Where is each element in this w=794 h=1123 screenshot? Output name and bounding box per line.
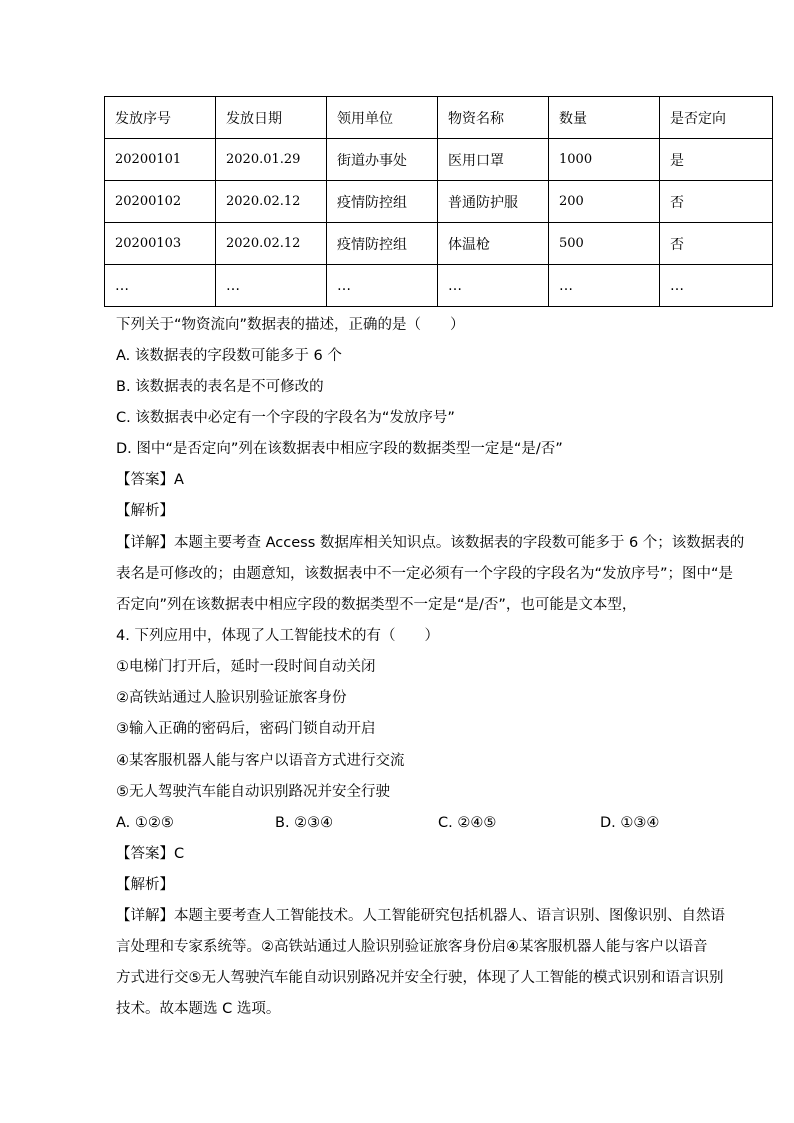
q4-item: ③输入正确的密码后，密码门锁自动开启 — [116, 721, 376, 737]
table-row — [105, 181, 773, 223]
header-cell: 数量 — [549, 97, 660, 139]
q3-answer: 【答案】A — [116, 472, 184, 488]
table-cell: … — [438, 265, 549, 307]
table-cell: 20200102 — [105, 181, 216, 223]
table-cell: 体温枪 — [438, 223, 549, 265]
table-cell: 200 — [549, 181, 660, 223]
table-cell: … — [216, 265, 327, 307]
table-cell: 2020.02.12 — [216, 223, 327, 265]
table-cell: 500 — [549, 223, 660, 265]
table-cell: 2020.01.29 — [216, 139, 327, 181]
q3-detail-line: 表名是可修改的；由题意知，该数据表中不一定必须有一个字段的字段名为“发放序号”；图中“是 — [116, 566, 734, 582]
table-cell: 20200101 — [105, 139, 216, 181]
header-cell: 物资名称 — [438, 97, 549, 139]
q4-option-b: B. ②③④ — [275, 815, 334, 831]
q4-detail-line: 【详解】本题主要考查人工智能技术。人工智能研究包括机器人、语言识别、图像识别、自然语 — [116, 908, 725, 924]
table-cell: 1000 — [549, 139, 660, 181]
table-row — [105, 139, 773, 181]
q4-stem: 4. 下列应用中，体现了人工智能技术的有（ ） — [116, 628, 439, 644]
table-cell: 是 — [660, 139, 773, 181]
q3-option-a: A. 该数据表的字段数可能多于 6 个 — [116, 348, 342, 364]
header-cell: 发放序号 — [105, 97, 216, 139]
table-cell: 否 — [660, 223, 773, 265]
q3-detail-line: 【详解】本题主要考查 Access 数据库相关知识点。该数据表的字段数可能多于 6 个；该数据表的 — [116, 535, 745, 551]
table-cell: 疫情防控组 — [327, 223, 438, 265]
header-cell: 领用单位 — [327, 97, 438, 139]
q3-option-c: C. 该数据表中必定有一个字段的字段名为“发放序号” — [116, 410, 455, 426]
q4-item: ⑤无人驾驶汽车能自动识别路况并安全行驶 — [116, 784, 390, 800]
table-cell: 20200103 — [105, 223, 216, 265]
q3-option-d: D. 图中“是否定向”列在该数据表中相应字段的数据类型一定是“是/否” — [116, 441, 563, 457]
q4-option-d: D. ①③④ — [600, 815, 660, 831]
q3-stem: 下列关于“物资流向”数据表的描述，正确的是（ ） — [116, 317, 465, 333]
table-cell: … — [105, 265, 216, 307]
data-table — [104, 96, 773, 307]
table-header-row — [105, 97, 773, 139]
q3-detail-line: 否定向”列在该数据表中相应字段的数据类型不一定是“是/否”，也可能是文本型， — [116, 597, 637, 613]
table-row — [105, 265, 773, 307]
q4-item: ②高铁站通过人脸识别验证旅客身份 — [116, 690, 347, 706]
table-cell: … — [549, 265, 660, 307]
table-cell: … — [660, 265, 773, 307]
header-cell: 是否定向 — [660, 97, 773, 139]
table-cell: 否 — [660, 181, 773, 223]
header-cell: 发放日期 — [216, 97, 327, 139]
table-cell: … — [327, 265, 438, 307]
q4-item: ④某客服机器人能与客户以语音方式进行交流 — [116, 753, 405, 769]
table-cell: 疫情防控组 — [327, 181, 438, 223]
q4-answer: 【答案】C — [116, 846, 185, 862]
q4-item: ①电梯门打开后，延时一段时间自动关闭 — [116, 659, 376, 675]
table-cell: 街道办事处 — [327, 139, 438, 181]
table-cell: 普通防护服 — [438, 181, 549, 223]
q4-option-c: C. ②④⑤ — [438, 815, 497, 831]
q4-analysis-label: 【解析】 — [116, 877, 174, 893]
q3-option-b: B. 该数据表的表名是不可修改的 — [116, 379, 324, 395]
q4-detail-line: 方式进行交⑤无人驾驶汽车能自动识别路况并安全行驶，体现了人工智能的模式识别和语言识别 — [116, 970, 724, 986]
q3-analysis-label: 【解析】 — [116, 503, 174, 519]
q4-detail-line: 言处理和专家系统等。②高铁站通过人脸识别验证旅客身份启④某客服机器人能与客户以语音 — [116, 939, 708, 955]
table-cell: 2020.02.12 — [216, 181, 327, 223]
q4-detail-line: 技术。故本题选 C 选项。 — [116, 1001, 281, 1017]
table-cell: 医用口罩 — [438, 139, 549, 181]
q4-option-a: A. ①②⑤ — [116, 815, 174, 831]
table-row — [105, 223, 773, 265]
